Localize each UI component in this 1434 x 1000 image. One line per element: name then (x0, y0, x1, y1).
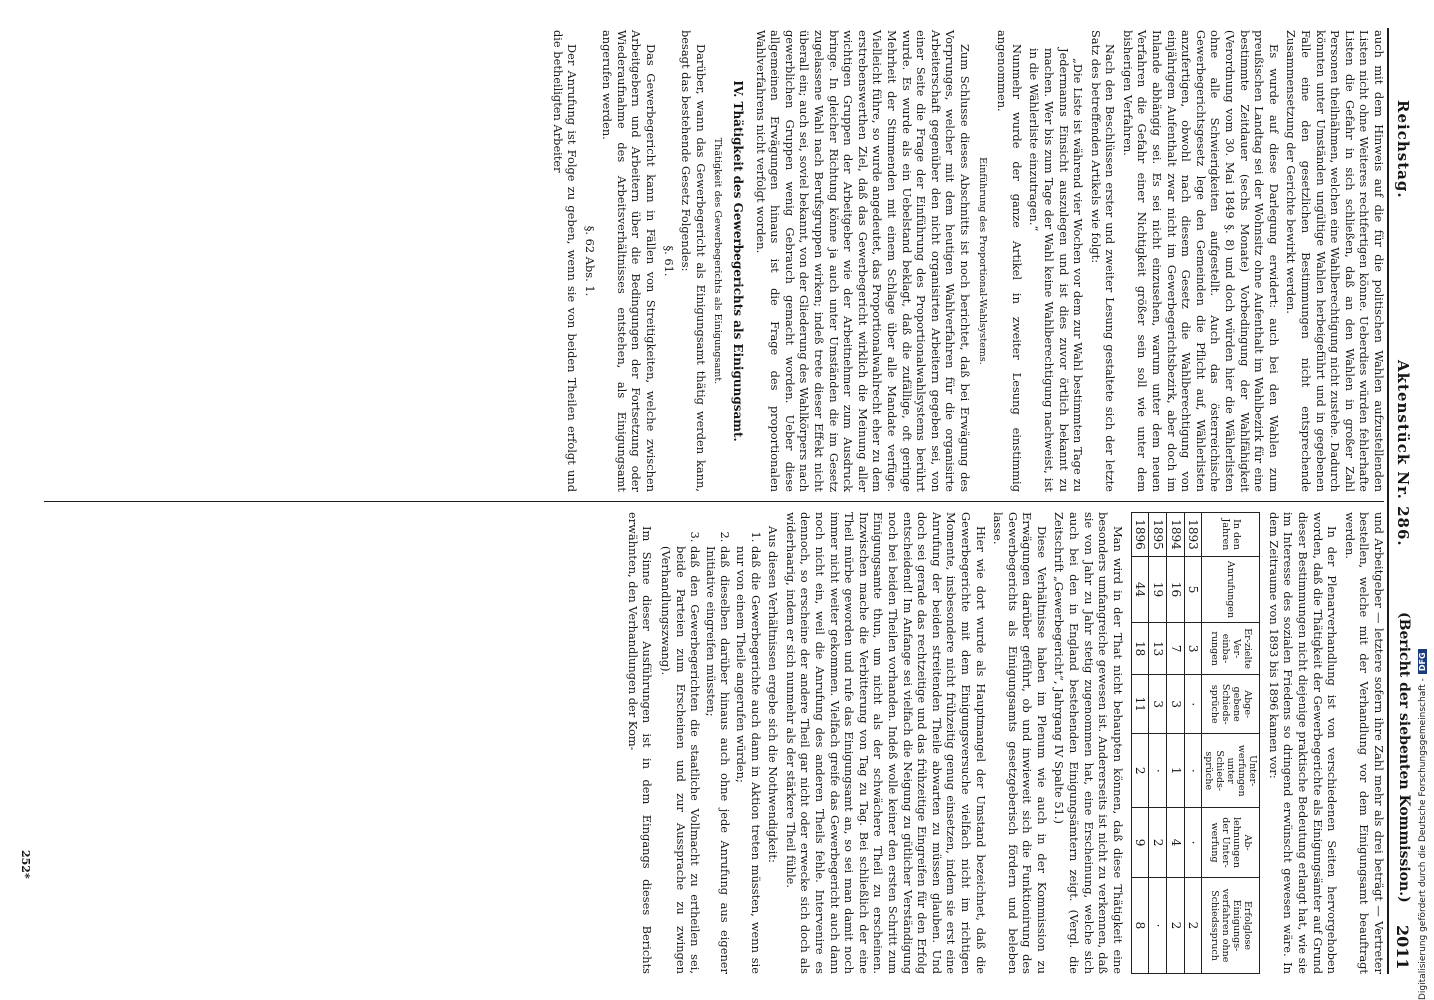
statistics-table (1131, 512, 1260, 974)
left-paragraph-6: Darüber, wann das Gewerbegericht als Einigungsamt thätig werden kann, besagt das bestehende Gesetz Folgendes: (679, 30, 708, 492)
header-rule (1387, 28, 1389, 974)
necessity-list (658, 512, 762, 974)
table-header: Abge-gebene Schieds-sprüche (1202, 675, 1260, 734)
table-cell: 3 (1149, 675, 1167, 734)
list-item: 3. daß den Gewerbegerichten die staatliche Vollmacht zu ertheilen sei, beide Parteien zum Erscheinen und zur Aussprache zu zwingen (Verhandlungszwang). (658, 546, 702, 974)
table-cell: 3 (1167, 675, 1185, 734)
section-subheading: Thätigkeit des Gewerbegerichts als Einigungsamt. (712, 137, 724, 385)
paragraph-mark-62: §. 62 Abs. 1. (582, 225, 597, 297)
paragraph-mark-61: §. 61. (661, 245, 676, 277)
right-paragraph-2: In der Plenarverhandlung ist von verschiedenen Seiten hervorgehoben worden, daß die Thätigkeit der Gewerbegerichte als Einigungsämter auf Grund dieser Bestimmungen nicht diejenige praktische Bedeutung erlangt hat, wie sie im Interesse des sozialen Friedens so dringend erwünscht gewesen wäre. In dem Zeitraume von 1893 bis 1896 kamen vor: (1266, 512, 1340, 974)
table-cell: 8 (1131, 878, 1149, 974)
left-paragraph-2: Es wurde auf diese Darlegung erwidert: auch bei den Wahlen zum preußischen Landtag sei der Wohnsitz ohne Aufenthalt im Wahlbezirk für eine bestimmte Zeitdauer (sechs Monate) Vorbedingung der Wahlfähigkeit (Verordnung vom 30. Mai 1849 §. 8) und doch würden hier die Wählerlisten ohne alle Schwierigkeiten aufgestellt. Auch das österreichische Gewerbegerichtsgesetz lege den Gemeinden die Pflicht auf, Wählerlisten anzufertigen, obwohl nach diesem Gesetz die Wahlberechtigung von einjährigem Aufenthalt zwar nicht im Gewerbegerichtsbezirk, aber doch im Inlande abhängig sei. Es sei nicht einzusehen, warum unter dem neuen Verfahren die Gefahr einer Nichtigkeit größer sein soll wie unter dem bisherigen Verfahren. (1120, 30, 1281, 492)
dfg-logo: DFG (1418, 649, 1427, 674)
list-item: 1. daß die Gewerbegerichte auch dann in Aktion treten müssten, wenn sie nur von einem Theile angerufen würden; (733, 546, 762, 974)
header-center: Aktenstück Nr. 286. (1394, 360, 1412, 547)
right-paragraph-6: Aus diesen Verhältnissen ergebe sich die Nothwendigkeit: (766, 526, 781, 863)
left-paragraph-8: Der Anrufung ist Folge zu geben, wenn sie von beiden Theilen erfolgt und die betheiligten Arbeiter (550, 30, 580, 492)
table-header: In den Jahren (1202, 513, 1260, 557)
table-cell: 3 (1184, 623, 1202, 675)
table-cell: 2 (1184, 878, 1202, 974)
table-row (1184, 513, 1202, 974)
left-paragraph-5: Zum Schlusse dieses Abschnitts ist noch berichtet, daß bei Erwägung des Vorprunges, welcher mit dem heutigen Wahlverfahren für die organisirte Arbeiterschaft gegenüber den nicht organisirten Arbeitern gegeben sei, von einer Seite die Frage der Einführung des Proportionalwahlsystems berührt wurde. Es wurde als ein Uebelstand beklagt, daß die zufällige, oft geringe Mehrheit der Stimmenden mit einem Schlage über alle Mandate verfüge. Vielleicht führe, so wurde angedeutet, das Proportionalwahlrecht eher zu dem erstrebenswerthen Ziel, daß das Gewerbegericht wirklich die Meinung aller wichtigen Gruppen der Arbeitgeber wie der Arbeitnehmer zum Ausdruck bringe. In gleicher Richtung könne ja auch unter Umständen die im Gesetz zugelassene Wahl nach Berufsgruppen wirken; indeß trete dieser Effekt nicht überall ein; auch sei, soviel bekannt, von der Gliederung des Wahlkörpers nach gewerblichen Gruppen wenig Gebrauch gemacht worden. Ueber diese allgemeinen Erwägungen hinaus ist die Frage des proportionalen Wahlverfahrens nicht verfolgt worden. (753, 30, 972, 492)
subsection-heading: Einführung des Proportional-Wahlsystems. (976, 157, 988, 365)
table-cell: 2 (1131, 734, 1149, 808)
left-column (547, 30, 1386, 492)
left-paragraph-7: Das Gewerbegericht kann in Fällen von Streitigkeiten, welche zwischen Arbeitgebern und Arbeitern über die Bedingungen der Fortsetzung oder Wiederaufnahme des Arbeitsverhältnisses entstehen, als Einigungsamt angerufen werden. (600, 30, 659, 492)
list-item: 2. daß dieselben darüber hinaus auch ohne jede Anrufung aus eigener Initiative eingreifen müssten; (703, 546, 732, 974)
table-cell: 18 (1131, 623, 1149, 675)
table-cell: 7 (1167, 623, 1185, 675)
table-row (1131, 513, 1149, 974)
table-cell: 1895 (1149, 513, 1167, 557)
left-paragraph-1: auch mit dem Hinweis auf die für die politischen Wahlen aufzustellenden Listen nicht ohne Weiteres rechtfertigen könne. Ueberdies würden fehlerhafte Listen die Gefahr in sich schließen, daß an den Wahlen in großer Zahl Personen theilnähmen, welchen eine Wahlberechtigung nicht zustehe. Dadurch könnten unter Umständen ungültige Wahlen herbeigeführt und in gegebenen Falle eine den gesetzlichen Bestimmungen nicht entsprechende Zusammensetzung der Gerichte bewirkt werden. (1284, 30, 1386, 492)
table-cell: · (1184, 675, 1202, 734)
table-header: Ab-lehnungen der Unter-werfung (1202, 808, 1260, 878)
table-cell: 16 (1167, 556, 1185, 622)
table-cell: · (1149, 878, 1167, 974)
page-number: 2011 (1393, 925, 1412, 970)
table-cell: 1 (1167, 734, 1185, 808)
table-cell: 2 (1167, 878, 1185, 974)
table-cell: 44 (1131, 556, 1149, 622)
digitization-footer (1418, 0, 1434, 1000)
header-right: (Bericht der siebenten Kommission.) (1396, 612, 1412, 903)
table-header: Anrufungen (1202, 556, 1260, 622)
right-paragraph-7: Im Sinne dieser Ausführungen ist in dem Eingangs dieses Berichts erwähnten, den Verhandlungen der Kom- (625, 512, 655, 974)
right-paragraph-1: und Arbeitgeber — letztere sofern ihre Zahl mehr als drei beträgt — Vertreter bestellen, welche mit der Verhandlung vor dem Einigungsamt beauftragt werden. (1342, 512, 1386, 974)
table-cell: 5 (1184, 556, 1202, 622)
table-header-row (1202, 513, 1260, 974)
sheet-signature: 252* (19, 850, 32, 879)
table-cell: · (1184, 734, 1202, 808)
table-cell: 1894 (1167, 513, 1185, 557)
header-left: Reichstag. (1394, 100, 1412, 199)
law-quote: „Die Liste ist während vier Wochen vor dem zur Wahl bestimmten Tage zu Jedermanns Einsicht auszulegen und ist dies zuvor örtlich bekannt zu machen. Wer bis zum Tage der Wahl keine Wahlberechtigung nachweist, ist in die Wählerliste einzutragen.“ (1027, 48, 1086, 492)
table-header: Unter-werfungen unter Schieds-sprüche (1202, 734, 1260, 808)
section-heading: IV. Thätigkeit des Gewerbegerichts als Einigungsamt. (731, 80, 746, 442)
right-paragraph-4: Diese Verhältnisse haben im Plenum wie auch in der Kommission zu Erwägungen darüber geführt, ob und inwieweit sich die Funktionirung des Gewerbegerichts als Einigungsamts gesetzgeberisch fördern und beleben lasse. (991, 512, 1049, 974)
column-divider (44, 501, 1384, 502)
table-cell: 4 (1167, 808, 1185, 878)
table-row (1149, 513, 1167, 974)
digitization-note: Digitalisierung gefördert durch die Deutsche Forschungsgemeinschaft - (1418, 678, 1428, 1000)
table-header: Er-zielte Ver-einba-rungen (1202, 623, 1260, 675)
table-cell: · (1149, 734, 1167, 808)
table-cell: · (1184, 808, 1202, 878)
table-cell: 1893 (1184, 513, 1202, 557)
right-column (622, 512, 1386, 974)
table-cell: 11 (1131, 675, 1149, 734)
table-cell: 9 (1131, 808, 1149, 878)
table-cell: 1896 (1131, 513, 1149, 557)
table-cell: 2 (1149, 808, 1167, 878)
left-paragraph-4: Nunmehr wurde der ganze Artikel in zweiter Lesung einstimmig angenommen. (995, 30, 1024, 492)
right-paragraph-3: Man wird in der That nicht behaupten können, daß diese Thätigkeit eine besonders umfangreiche gewesen ist. Andererseits ist nicht zu verkennen, daß sie von Jahr zu Jahr stetig zugenommen hat, eine Erscheinung, welche sich auch bei den in England bestehenden Einigungsämtern zeigt. (Vergl. die Zeitschrift „Gewerbegericht“, Jahrgang IV Spalte 51.) (1052, 512, 1125, 974)
table-row (1167, 513, 1185, 974)
left-paragraph-3: Nach den Beschlüssen erster und zweiter Lesung gestaltete sich der letzte Satz des betreffenden Artikels wie folgt: (1088, 30, 1118, 492)
table-cell: 13 (1149, 623, 1167, 675)
table-header: Erfolglose Einigungs-verfahren ohne Schiedsspruch (1202, 878, 1260, 974)
table-cell: 19 (1149, 556, 1167, 622)
right-paragraph-5: Hier wie dort wurde als Hauptmangel der Umstand bezeichnet, daß die Gewerbegerichte mit dem Einigungsversuche vielfach nicht im richtigen Momente, insbesondere nicht frühzeitig genug einsetzen, indem sie erst eine Anrufung der beiden streitenden Theile abwarten zu müssen glauben. Und doch sei gerade das rechtzeitige und das frühzeitige Eingreifen für den Erfolg entscheidend! Im Anfange sei vielfach die Neigung zu gütlicher Verständigung noch bei beiden Theilen vorhanden. Indeß wolle keiner den ersten Schritt zum Einigungsamte thun, um nicht als der schwächere Theil zu erscheinen. Inzwischen mache die Verbitterung von Tag zu Tag. Bei schließlich der eine Theil mürbe geworden und rufe das Einigungsamt an, so sei man damit noch immer nicht weiter gekommen. Vielfach greife das Gewerbegericht auch dann noch nicht ein, weil die Anrufung des anderen Theils fehle. Intervenire es dennoch, so erscheine der andere Theil gar nicht oder erwecke sich doch als widerhaarig, indem er sich nunmehr als der stärkere Theil fühle. (783, 512, 988, 974)
